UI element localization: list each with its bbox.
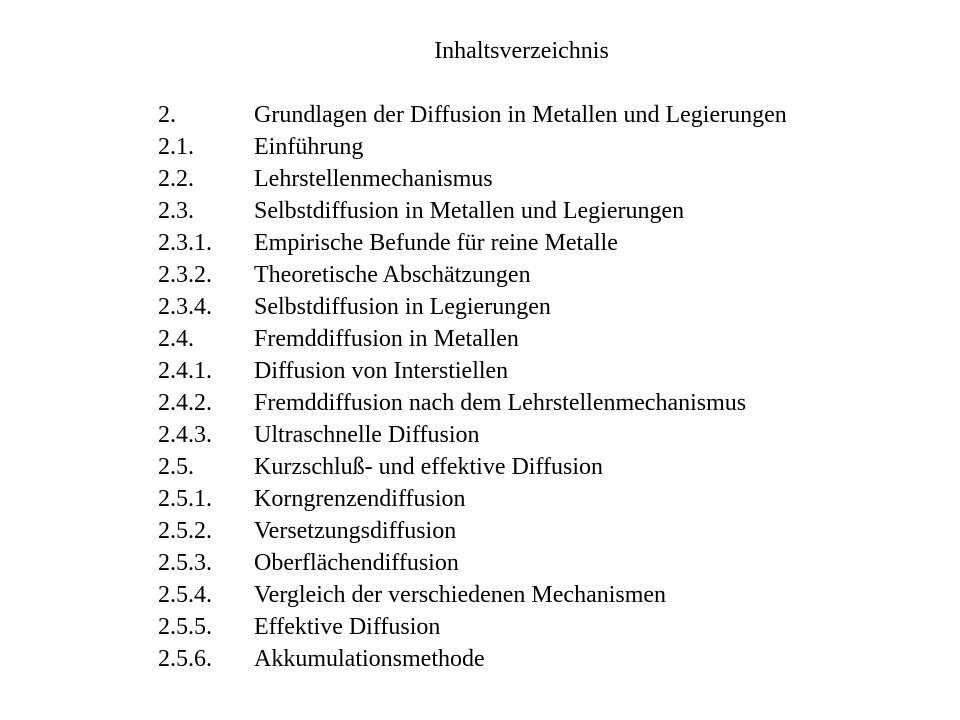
toc-entry-label: Theoretische Abschätzungen [254, 262, 531, 288]
toc-entry [158, 419, 787, 451]
toc-entry [158, 195, 787, 227]
toc-entry-label: Akkumulationsmethode [254, 646, 485, 672]
toc-entry [158, 451, 787, 483]
toc-entry [158, 547, 787, 579]
toc-entry [158, 99, 787, 131]
toc-entry-number: 2.3.4. [158, 294, 212, 320]
toc-entry-number: 2.4.1. [158, 358, 212, 384]
toc-entry-number: 2.5.4. [158, 582, 212, 608]
toc-entry [158, 643, 787, 675]
table-of-contents [158, 99, 787, 675]
toc-entry-number: 2.5.6. [158, 646, 212, 672]
toc-entry [158, 355, 787, 387]
toc-entry-number: 2.4. [158, 326, 194, 352]
toc-entry-label: Fremddiffusion nach dem Lehrstellenmechanismus [254, 390, 747, 416]
toc-entry [158, 387, 787, 419]
toc-entry [158, 291, 787, 323]
toc-entry [158, 163, 787, 195]
toc-entry [158, 323, 787, 355]
toc-entry-label: Effektive Diffusion [254, 614, 441, 640]
toc-entry-label: Vergleich der verschiedenen Mechanismen [254, 582, 667, 608]
toc-entry-number: 2.5.2. [158, 518, 212, 544]
toc-entry-label: Oberflächendiffusion [254, 550, 459, 576]
toc-entry-number: 2.5.1. [158, 486, 212, 512]
toc-entry-label: Grundlagen der Diffusion in Metallen und Legierungen [254, 102, 787, 128]
toc-entry-label: Lehrstellenmechanismus [254, 166, 493, 192]
toc-entry-label: Versetzungsdiffusion [254, 518, 457, 544]
toc-entry-number: 2.3. [158, 198, 194, 224]
toc-entry-number: 2.4.2. [158, 390, 212, 416]
toc-entry [158, 131, 787, 163]
toc-entry-label: Diffusion von Interstiellen [254, 358, 509, 384]
toc-entry [158, 227, 787, 259]
toc-entry [158, 259, 787, 291]
page-title: Inhaltsverzeichnis [434, 38, 609, 64]
toc-entry-number: 2.2. [158, 166, 194, 192]
toc-entry-number: 2. [158, 102, 176, 128]
toc-entry-number: 2.1. [158, 134, 194, 160]
toc-entry-label: Ultraschnelle Diffusion [254, 422, 480, 448]
toc-entry-label: Kurzschluß- und effektive Diffusion [254, 454, 604, 480]
toc-entry-label: Einführung [254, 134, 364, 160]
toc-entry-number: 2.5.3. [158, 550, 212, 576]
toc-entry-label: Fremddiffusion in Metallen [254, 326, 519, 352]
toc-entry [158, 611, 787, 643]
toc-entry-label: Korngrenzendiffusion [254, 486, 466, 512]
toc-entry-label: Selbstdiffusion in Metallen und Legierungen [254, 198, 685, 224]
toc-entry-number: 2.4.3. [158, 422, 212, 448]
toc-entry-number: 2.3.2. [158, 262, 212, 288]
toc-entry-label: Selbstdiffusion in Legierungen [254, 294, 551, 320]
toc-entry-number: 2.3.1. [158, 230, 212, 256]
toc-entry [158, 515, 787, 547]
toc-entry [158, 483, 787, 515]
toc-entry [158, 579, 787, 611]
toc-entry-number: 2.5. [158, 454, 194, 480]
toc-entry-label: Empirische Befunde für reine Metalle [254, 230, 618, 256]
toc-entry-number: 2.5.5. [158, 614, 212, 640]
